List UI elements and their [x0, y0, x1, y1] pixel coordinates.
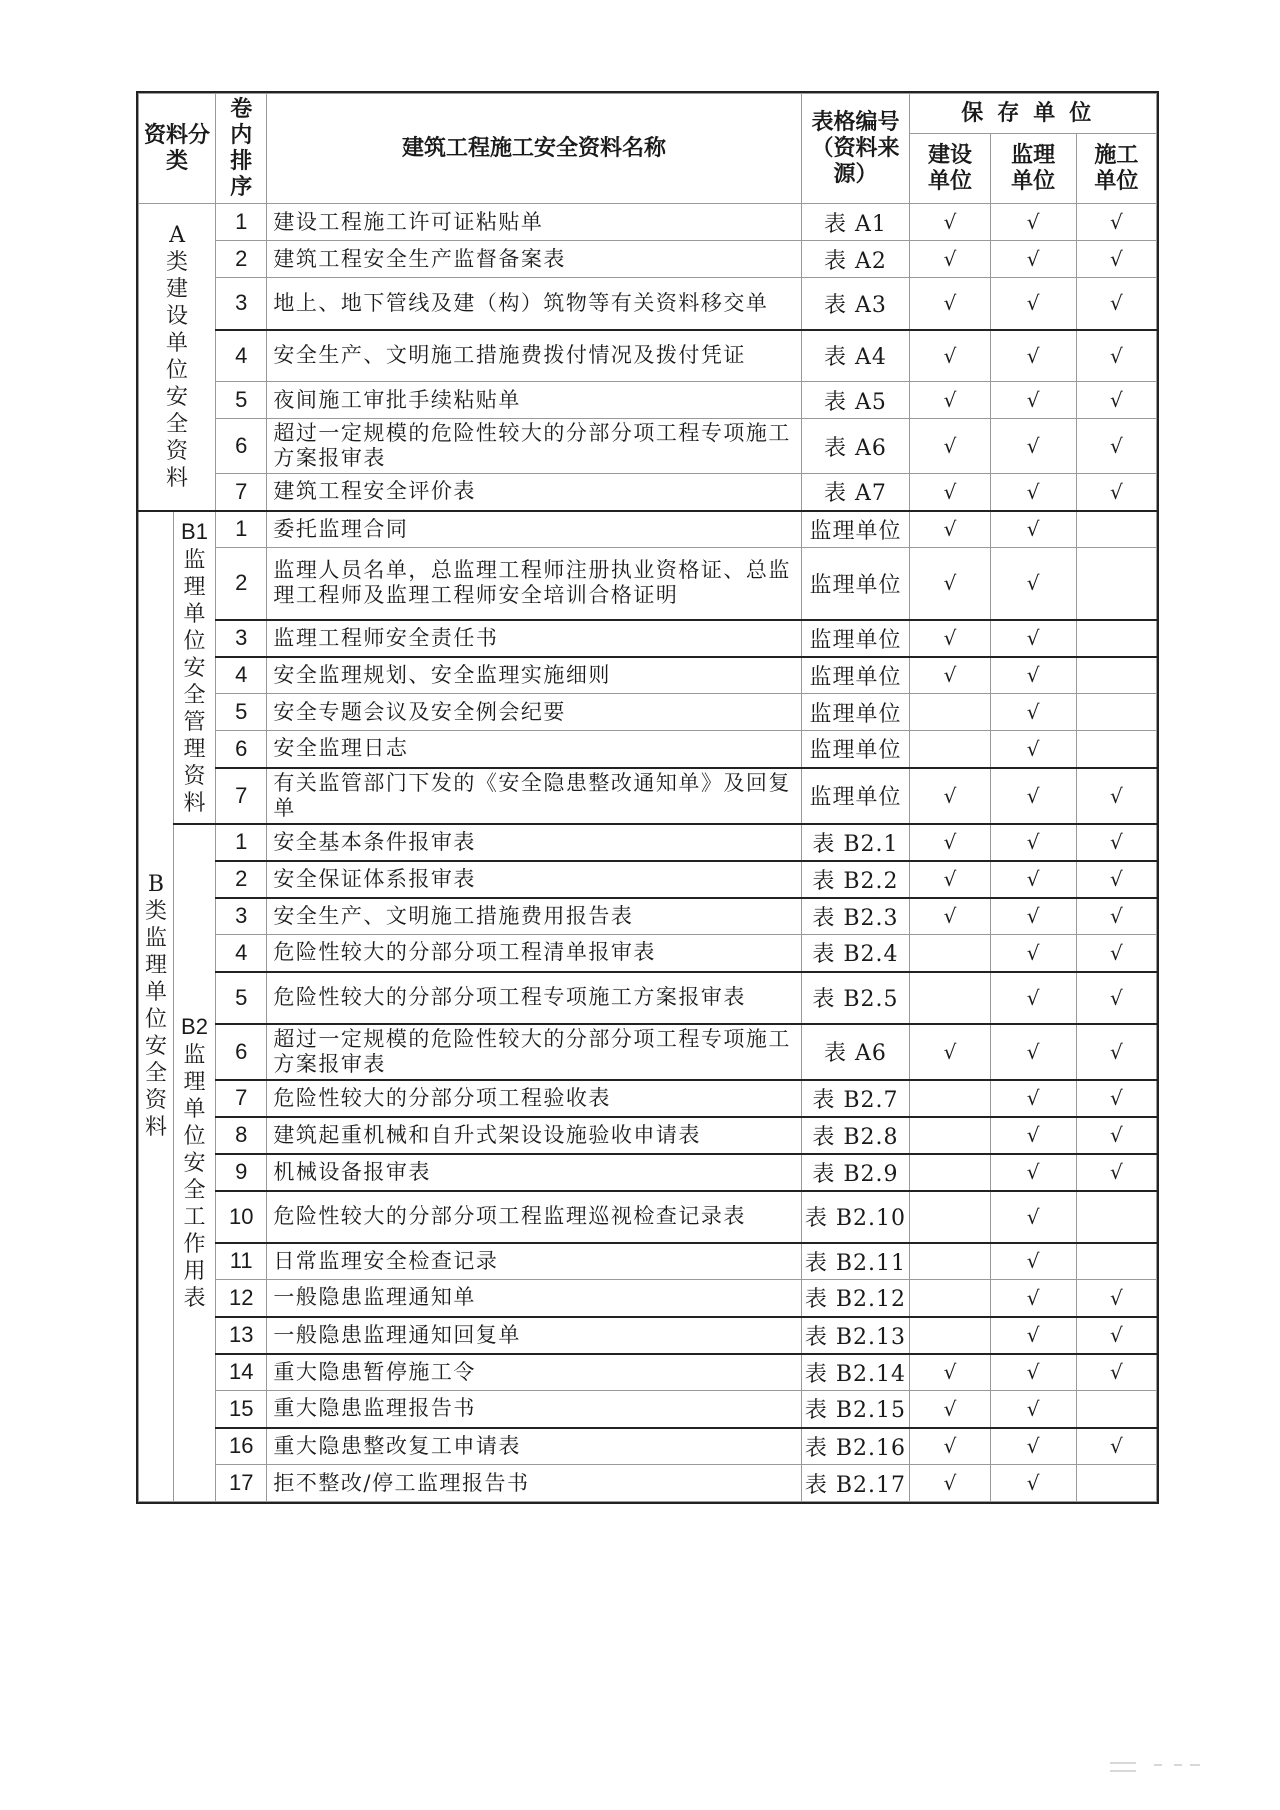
row-code: 表 B2.11: [801, 1243, 910, 1280]
table-row: [139, 768, 1157, 824]
check-contractor: √: [1076, 1080, 1156, 1117]
row-seq: 13: [216, 1317, 267, 1354]
check-contractor: [1076, 657, 1156, 694]
row-seq: 1: [216, 824, 267, 861]
check-construction: √: [910, 548, 990, 620]
check-supervision: √: [990, 474, 1076, 511]
check-contractor: √: [1076, 1317, 1156, 1354]
check-construction: √: [910, 330, 990, 382]
row-seq: 7: [216, 1080, 267, 1117]
check-supervision: √: [990, 898, 1076, 935]
table-row: [139, 861, 1157, 898]
row-name: 机械设备报审表: [267, 1154, 801, 1191]
check-contractor: √: [1076, 824, 1156, 861]
check-supervision: √: [990, 204, 1076, 241]
row-code: 监理单位: [801, 620, 910, 657]
check-supervision: √: [990, 241, 1076, 278]
row-code: 表 A7: [801, 474, 910, 511]
row-name: 委托监理合同: [267, 511, 801, 548]
check-supervision: √: [990, 657, 1076, 694]
group-a-label: [139, 204, 216, 511]
table-row: [139, 330, 1157, 382]
row-name: 危险性较大的分部分项工程监理巡视检查记录表: [267, 1191, 801, 1243]
check-construction: √: [910, 1465, 990, 1502]
row-name: 安全生产、文明施工措施费拨付情况及拨付凭证: [267, 330, 801, 382]
table-row: [139, 382, 1157, 419]
row-name: 重大隐患监理报告书: [267, 1391, 801, 1428]
row-seq: 16: [216, 1428, 267, 1465]
check-construction: √: [910, 657, 990, 694]
table-row: [139, 972, 1157, 1024]
row-code: 表 A2: [801, 241, 910, 278]
row-seq: 2: [216, 241, 267, 278]
check-supervision: √: [990, 330, 1076, 382]
check-supervision: √: [990, 694, 1076, 731]
check-supervision: √: [990, 731, 1076, 768]
row-seq: 1: [216, 511, 267, 548]
check-contractor: √: [1076, 278, 1156, 330]
check-supervision: √: [990, 1280, 1076, 1317]
row-code: 表 B2.16: [801, 1428, 910, 1465]
check-construction: [910, 935, 990, 972]
row-code: 表 B2.1: [801, 824, 910, 861]
row-name: 一般隐患监理通知单: [267, 1280, 801, 1317]
check-supervision: √: [990, 511, 1076, 548]
header-unit-construction: 建设单位: [910, 134, 990, 204]
row-seq: 17: [216, 1465, 267, 1502]
check-construction: √: [910, 278, 990, 330]
group-b2-label: [173, 824, 215, 1502]
safety-records-table: [138, 93, 1157, 1502]
row-name: 危险性较大的分部分项工程专项施工方案报审表: [267, 972, 801, 1024]
row-code: 表 B2.7: [801, 1080, 910, 1117]
row-code: 表 B2.5: [801, 972, 910, 1024]
row-name: 拒不整改/停工监理报告书: [267, 1465, 801, 1502]
check-contractor: √: [1076, 474, 1156, 511]
row-name: 建筑工程安全评价表: [267, 474, 801, 511]
row-seq: 10: [216, 1191, 267, 1243]
row-seq: 14: [216, 1354, 267, 1391]
row-code: 表 A3: [801, 278, 910, 330]
row-seq: 3: [216, 278, 267, 330]
check-construction: √: [910, 898, 990, 935]
check-construction: √: [910, 768, 990, 824]
check-supervision: √: [990, 1428, 1076, 1465]
check-supervision: √: [990, 1117, 1076, 1154]
check-supervision: √: [990, 1317, 1076, 1354]
row-seq: 8: [216, 1117, 267, 1154]
row-code: 表 B2.12: [801, 1280, 910, 1317]
check-supervision: √: [990, 1243, 1076, 1280]
row-code: 表 B2.10: [801, 1191, 910, 1243]
check-construction: √: [910, 241, 990, 278]
group-b-text: B类监理单位安全资料: [144, 872, 167, 1141]
check-construction: √: [910, 620, 990, 657]
row-code: 表 B2.9: [801, 1154, 910, 1191]
check-construction: √: [910, 474, 990, 511]
table-row: [139, 1428, 1157, 1465]
row-name: 安全专题会议及安全例会纪要: [267, 694, 801, 731]
header-code: 表格编号（资料来源）: [801, 94, 910, 204]
check-contractor: [1076, 1191, 1156, 1243]
check-construction: √: [910, 1024, 990, 1080]
check-contractor: √: [1076, 382, 1156, 419]
row-code: 表 B2.17: [801, 1465, 910, 1502]
table-row: [139, 1117, 1157, 1154]
table-row: [139, 1191, 1157, 1243]
check-supervision: √: [990, 419, 1076, 474]
table-row: [139, 548, 1157, 620]
check-supervision: √: [990, 1191, 1076, 1243]
table-row: [139, 204, 1157, 241]
row-code: 表 B2.2: [801, 861, 910, 898]
check-construction: √: [910, 382, 990, 419]
row-seq: 9: [216, 1154, 267, 1191]
check-construction: [910, 694, 990, 731]
group-b1-text: 监理单位安全管理资料: [183, 547, 206, 816]
table-row: [139, 1280, 1157, 1317]
check-supervision: √: [990, 382, 1076, 419]
table-row: [139, 657, 1157, 694]
row-code: 表 A6: [801, 1024, 910, 1080]
table-row: [139, 731, 1157, 768]
table-row: [139, 1080, 1157, 1117]
check-supervision: √: [990, 768, 1076, 824]
row-code: 监理单位: [801, 657, 910, 694]
table-row: [139, 1154, 1157, 1191]
check-construction: [910, 972, 990, 1024]
row-name: 建设工程施工许可证粘贴单: [267, 204, 801, 241]
check-contractor: √: [1076, 204, 1156, 241]
group-b-label: [139, 511, 174, 1502]
row-code: 表 B2.14: [801, 1354, 910, 1391]
check-contractor: [1076, 694, 1156, 731]
row-seq: 3: [216, 898, 267, 935]
check-construction: [910, 1080, 990, 1117]
group-b1-label: [173, 511, 215, 824]
check-construction: √: [910, 419, 990, 474]
table-row: [139, 1465, 1157, 1502]
row-name: 危险性较大的分部分项工程清单报审表: [267, 935, 801, 972]
header-unit-contractor: 施工单位: [1076, 134, 1156, 204]
check-construction: √: [910, 824, 990, 861]
row-name: 安全生产、文明施工措施费用报告表: [267, 898, 801, 935]
check-contractor: [1076, 620, 1156, 657]
check-construction: √: [910, 1354, 990, 1391]
check-construction: √: [910, 511, 990, 548]
table-row: [139, 1391, 1157, 1428]
row-name: 安全保证体系报审表: [267, 861, 801, 898]
row-code: 表 B2.8: [801, 1117, 910, 1154]
group-b2-code: B2: [181, 1014, 208, 1040]
row-code: 表 A6: [801, 419, 910, 474]
page-corner-mark: [1110, 1758, 1220, 1778]
row-seq: 1: [216, 204, 267, 241]
row-name: 重大隐患整改复工申请表: [267, 1428, 801, 1465]
table-row: [139, 824, 1157, 861]
row-code: 表 B2.15: [801, 1391, 910, 1428]
row-code: 表 B2.4: [801, 935, 910, 972]
check-construction: [910, 731, 990, 768]
row-name: 夜间施工审批手续粘贴单: [267, 382, 801, 419]
check-supervision: √: [990, 1391, 1076, 1428]
row-code: 表 B2.13: [801, 1317, 910, 1354]
check-contractor: √: [1076, 419, 1156, 474]
row-name: 超过一定规模的危险性较大的分部分项工程专项施工方案报审表: [267, 419, 801, 474]
check-contractor: √: [1076, 330, 1156, 382]
row-seq: 4: [216, 935, 267, 972]
check-supervision: √: [990, 620, 1076, 657]
row-name: 日常监理安全检查记录: [267, 1243, 801, 1280]
check-supervision: √: [990, 1465, 1076, 1502]
row-seq: 2: [216, 548, 267, 620]
check-construction: [910, 1191, 990, 1243]
check-contractor: [1076, 1391, 1156, 1428]
row-code: 表 A1: [801, 204, 910, 241]
check-construction: [910, 1243, 990, 1280]
row-name: 一般隐患监理通知回复单: [267, 1317, 801, 1354]
check-construction: [910, 1317, 990, 1354]
row-name: 建筑工程安全生产监督备案表: [267, 241, 801, 278]
check-supervision: √: [990, 1154, 1076, 1191]
header-keep: 保存单位: [910, 94, 1157, 134]
check-contractor: √: [1076, 861, 1156, 898]
row-name: 监理人员名单，总监理工程师注册执业资格证、总监理工程师及监理工程师安全培训合格证明: [267, 548, 801, 620]
row-seq: 3: [216, 620, 267, 657]
check-construction: √: [910, 204, 990, 241]
check-contractor: √: [1076, 898, 1156, 935]
row-seq: 4: [216, 330, 267, 382]
row-seq: 11: [216, 1243, 267, 1280]
row-name: 监理工程师安全责任书: [267, 620, 801, 657]
table-row: [139, 935, 1157, 972]
row-seq: 12: [216, 1280, 267, 1317]
row-code: 监理单位: [801, 548, 910, 620]
check-contractor: √: [1076, 1117, 1156, 1154]
row-name: 地上、地下管线及建（构）筑物等有关资料移交单: [267, 278, 801, 330]
header-seq: 卷内排序: [216, 94, 267, 204]
table-row: [139, 278, 1157, 330]
check-supervision: √: [990, 972, 1076, 1024]
check-contractor: √: [1076, 1428, 1156, 1465]
check-construction: [910, 1154, 990, 1191]
check-contractor: √: [1076, 1354, 1156, 1391]
check-contractor: [1076, 731, 1156, 768]
row-code: 表 A4: [801, 330, 910, 382]
header-category: 资料分类: [139, 94, 216, 204]
check-construction: √: [910, 1428, 990, 1465]
table-row: [139, 898, 1157, 935]
row-name: 建筑起重机械和自升式架设设施验收申请表: [267, 1117, 801, 1154]
check-contractor: √: [1076, 972, 1156, 1024]
check-supervision: √: [990, 824, 1076, 861]
row-seq: 6: [216, 419, 267, 474]
row-name: 安全监理规划、安全监理实施细则: [267, 657, 801, 694]
check-supervision: √: [990, 278, 1076, 330]
row-seq: 5: [216, 694, 267, 731]
row-code: 表 A5: [801, 382, 910, 419]
check-contractor: [1076, 511, 1156, 548]
check-contractor: [1076, 1243, 1156, 1280]
row-code: 表 B2.3: [801, 898, 910, 935]
check-construction: √: [910, 861, 990, 898]
group-b1-code: B1: [181, 518, 208, 544]
table-row: [139, 620, 1157, 657]
row-seq: 6: [216, 731, 267, 768]
table-row: [139, 241, 1157, 278]
table-row: [139, 511, 1157, 548]
check-construction: [910, 1280, 990, 1317]
row-name: 安全基本条件报审表: [267, 824, 801, 861]
check-contractor: √: [1076, 768, 1156, 824]
check-contractor: √: [1076, 1280, 1156, 1317]
table-row: [139, 1024, 1157, 1080]
check-contractor: √: [1076, 1154, 1156, 1191]
row-seq: 5: [216, 972, 267, 1024]
table-row: [139, 694, 1157, 731]
row-name: 重大隐患暂停施工令: [267, 1354, 801, 1391]
check-supervision: √: [990, 935, 1076, 972]
check-construction: [910, 1117, 990, 1154]
check-contractor: √: [1076, 935, 1156, 972]
table-row: [139, 1317, 1157, 1354]
header-name: 建筑工程施工安全资料名称: [267, 94, 801, 204]
row-code: 监理单位: [801, 731, 910, 768]
check-construction: √: [910, 1391, 990, 1428]
row-seq: 6: [216, 1024, 267, 1080]
check-contractor: √: [1076, 1024, 1156, 1080]
table-row: [139, 419, 1157, 474]
row-seq: 7: [216, 474, 267, 511]
table-row: [139, 474, 1157, 511]
group-a-text: A类建设单位安全资料: [166, 222, 189, 491]
row-seq: 7: [216, 768, 267, 824]
check-contractor: [1076, 1465, 1156, 1502]
row-name: 有关监管部门下发的《安全隐患整改通知单》及回复单: [267, 768, 801, 824]
row-code: 监理单位: [801, 768, 910, 824]
table-row: [139, 1354, 1157, 1391]
check-supervision: √: [990, 1024, 1076, 1080]
row-seq: 2: [216, 861, 267, 898]
row-code: 监理单位: [801, 511, 910, 548]
check-contractor: [1076, 548, 1156, 620]
row-name: 安全监理日志: [267, 731, 801, 768]
check-supervision: √: [990, 548, 1076, 620]
check-contractor: √: [1076, 241, 1156, 278]
row-name: 超过一定规模的危险性较大的分部分项工程专项施工方案报审表: [267, 1024, 801, 1080]
table-row: [139, 1243, 1157, 1280]
group-b2-text: 监理单位安全工作用表: [183, 1043, 206, 1312]
row-seq: 4: [216, 657, 267, 694]
check-supervision: √: [990, 1080, 1076, 1117]
row-code: 监理单位: [801, 694, 910, 731]
check-supervision: √: [990, 1354, 1076, 1391]
row-name: 危险性较大的分部分项工程验收表: [267, 1080, 801, 1117]
check-supervision: √: [990, 861, 1076, 898]
header-unit-supervision: 监理单位: [990, 134, 1076, 204]
row-seq: 15: [216, 1391, 267, 1428]
row-seq: 5: [216, 382, 267, 419]
